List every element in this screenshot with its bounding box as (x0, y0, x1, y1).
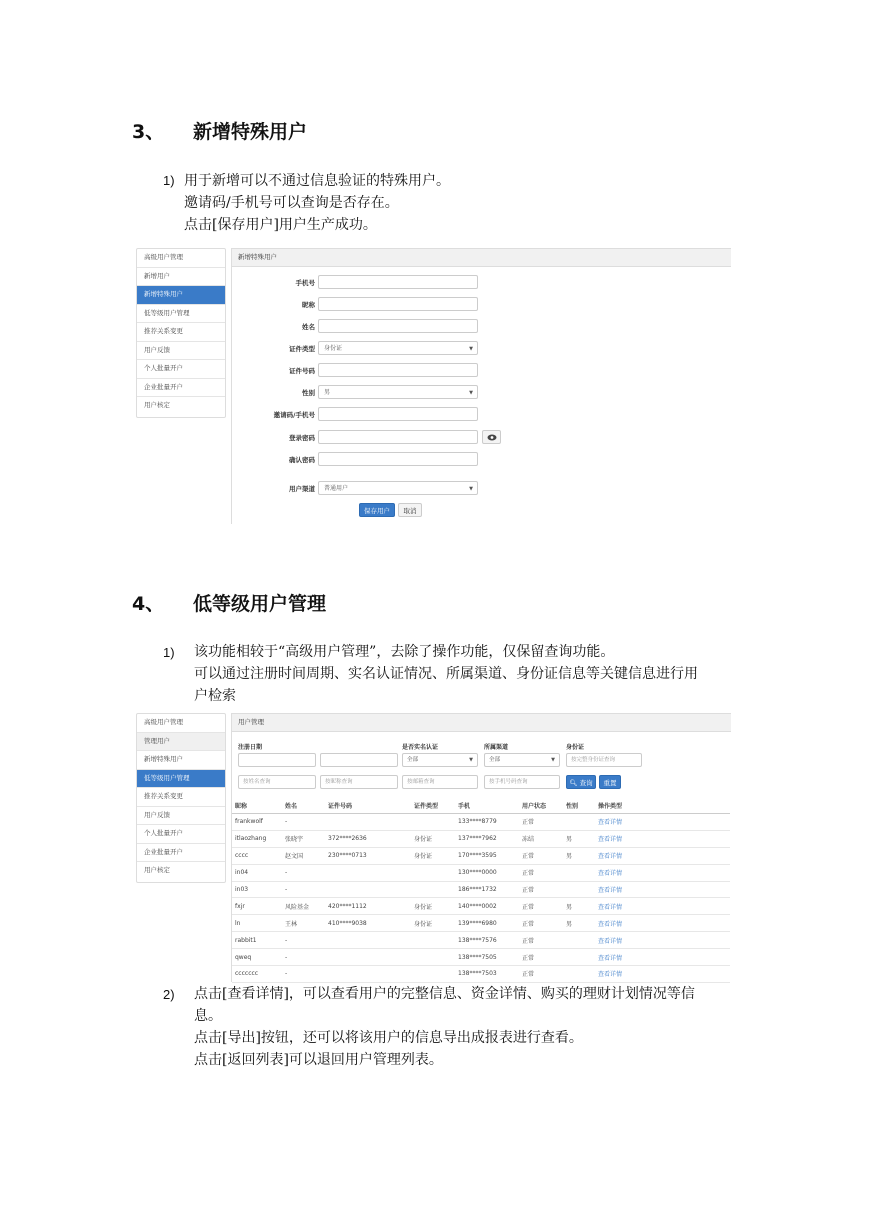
table-row (232, 847, 730, 864)
gender-label: 性别 (302, 389, 315, 397)
password-label: 登录密码 (289, 434, 315, 442)
email-search-input[interactable]: 按邮箱查询 (402, 775, 478, 789)
idtype-label: 证件类型 (289, 345, 315, 353)
paragraph-line: 点击[保存用户]用户生产成功。 (184, 217, 377, 233)
table-cell: 正常 (519, 966, 563, 983)
caret-down-icon: ▼ (469, 390, 473, 396)
paragraph-line: 户检索 (194, 688, 236, 704)
table-cell: 男 (563, 847, 595, 864)
column-header: 手机 (455, 798, 519, 814)
column-header: 昵称 (232, 798, 282, 814)
table-cell: 男 (563, 898, 595, 915)
table-row (232, 949, 730, 966)
invite-label: 邀请码/手机号 (273, 411, 315, 419)
view-details-link[interactable]: 查看详情 (595, 949, 730, 966)
caret-down-icon: ▼ (469, 486, 473, 492)
section-3-title: 新增特殊用户 (193, 121, 308, 143)
sidebar-item[interactable]: 用户反馈 (137, 807, 225, 826)
idno-label: 证件号码 (289, 367, 315, 375)
idcard-label: 身份证 (566, 744, 585, 751)
save-user-button[interactable]: 保存用户 (359, 503, 395, 517)
table-cell: 正常 (519, 814, 563, 831)
table-cell: cccc (232, 847, 282, 864)
list-panel (231, 713, 731, 982)
table-cell: frankwolf (232, 814, 282, 831)
section-4-item1-text (194, 641, 754, 707)
view-details-link[interactable]: 查看详情 (595, 932, 730, 949)
paragraph-line: 邀请码/手机号可以查询是否存在。 (184, 195, 399, 211)
table-row (232, 915, 730, 932)
panel-title: 新增特殊用户 (232, 249, 731, 267)
name-input[interactable] (318, 319, 478, 333)
table-cell: 正常 (519, 847, 563, 864)
eye-icon (487, 434, 497, 441)
realname-select[interactable] (402, 753, 478, 767)
sidebar-menu (136, 248, 226, 418)
table-cell (563, 864, 595, 881)
screenshot-add-special-user (136, 248, 732, 525)
column-header: 操作类型 (595, 798, 730, 814)
channel-value: 普通用户 (324, 485, 349, 492)
table-cell: 正常 (519, 881, 563, 898)
phone-label: 手机号 (295, 279, 315, 287)
name-search-input[interactable]: 按姓名查询 (238, 775, 316, 789)
nickname-label: 昵称 (302, 301, 315, 309)
password-input[interactable] (318, 430, 478, 444)
table-cell (411, 864, 455, 881)
table-row (232, 814, 730, 831)
sidebar-item[interactable]: 管理用户 (137, 733, 225, 752)
gender-value: 男 (324, 389, 331, 396)
realname-value: 全部 (407, 757, 419, 763)
table-cell (563, 966, 595, 983)
invite-input[interactable] (318, 407, 478, 421)
table-cell (325, 932, 411, 949)
column-header: 姓名 (282, 798, 325, 814)
paragraph-line: 该功能相较于“高级用户管理”，去除了操作功能，仅保留查询功能。 (194, 644, 615, 660)
table-cell (411, 932, 455, 949)
table-cell: 139****6980 (455, 915, 519, 932)
sidebar-item[interactable]: 企业批量开户 (137, 844, 225, 863)
table-cell: 正常 (519, 932, 563, 949)
view-details-link[interactable]: 查看详情 (595, 881, 730, 898)
table-row (232, 966, 730, 983)
table-cell: - (282, 949, 325, 966)
table-cell: 身份证 (411, 898, 455, 915)
table-cell: 138****7576 (455, 932, 519, 949)
sidebar-menu (136, 713, 226, 883)
view-details-link[interactable]: 查看详情 (595, 898, 730, 915)
table-cell (411, 966, 455, 983)
paragraph-line: 点击[查看详情]，可以查看用户的完整信息、资金详情、购买的理财计划情况等信 (194, 986, 695, 1002)
table-row (232, 898, 730, 915)
sidebar-item[interactable]: 高级用户管理 (137, 714, 225, 733)
table-cell: ln (232, 915, 282, 932)
table-cell: 170****3595 (455, 847, 519, 864)
table-row (232, 881, 730, 898)
idtype-select[interactable] (318, 341, 478, 355)
table-cell (325, 966, 411, 983)
table-cell (411, 881, 455, 898)
table-cell (563, 814, 595, 831)
paragraph-line: 息。 (194, 1008, 222, 1024)
table-cell: 正常 (519, 915, 563, 932)
table-cell: 130****0000 (455, 864, 519, 881)
table-cell: 133****8779 (455, 814, 519, 831)
sidebar-item[interactable]: 推荐关系变更 (137, 323, 225, 342)
reg-date-label: 注册日期 (238, 744, 263, 751)
channel-select[interactable] (484, 753, 560, 767)
table-cell: 男 (563, 915, 595, 932)
search-icon: 🔍︎ (569, 779, 578, 787)
table-cell: - (282, 966, 325, 983)
table-cell: 身份证 (411, 847, 455, 864)
section-4-item2-number: 2) (163, 987, 175, 1002)
caret-down-icon: ▼ (469, 346, 473, 352)
table-cell (325, 864, 411, 881)
table-cell: - (282, 864, 325, 881)
table-cell: 男 (563, 830, 595, 847)
view-details-link[interactable]: 查看详情 (595, 864, 730, 881)
nickname-search-input[interactable]: 按昵称查询 (320, 775, 398, 789)
sidebar-item[interactable]: 用户核定 (144, 866, 170, 874)
table-cell (325, 881, 411, 898)
idcard-input[interactable]: 按完整身份证查询 (566, 753, 642, 767)
view-details-link[interactable]: 查看详情 (595, 847, 730, 864)
section-3-item-text (184, 170, 450, 236)
sidebar-item[interactable]: 高级用户管理 (137, 249, 225, 268)
table-cell: - (282, 932, 325, 949)
user-table (232, 798, 730, 983)
realname-label: 是否实名认证 (402, 744, 439, 751)
channel-label: 用户渠道 (289, 485, 315, 493)
paragraph-line: 点击[返回列表]可以退回用户管理列表。 (194, 1052, 443, 1068)
gender-select[interactable] (318, 385, 478, 399)
reset-button[interactable]: 重置 (599, 775, 621, 789)
sidebar-item[interactable]: 个人批量开户 (137, 360, 225, 379)
sidebar-item[interactable]: 低等级用户管理 (137, 305, 225, 324)
table-cell: 138****7503 (455, 966, 519, 983)
sidebar-item[interactable]: 用户核定 (144, 401, 170, 409)
table-cell: 正常 (519, 898, 563, 915)
screenshot-user-management (136, 713, 732, 981)
section-4-number: 4、 (132, 593, 165, 615)
table-row (232, 830, 730, 847)
table-cell: 372****2636 (325, 830, 411, 847)
sidebar-item[interactable]: 新增用户 (137, 268, 225, 287)
table-cell: 140****0002 (455, 898, 519, 915)
table-cell (325, 949, 411, 966)
section-4-item2-text (194, 983, 754, 1071)
table-cell: 身份证 (411, 915, 455, 932)
table-cell: 410****9038 (325, 915, 411, 932)
table-cell (563, 949, 595, 966)
panel-title: 用户管理 (232, 714, 731, 732)
channel-value: 全部 (489, 757, 501, 763)
table-header-row (232, 798, 730, 814)
table-cell: in03 (232, 881, 282, 898)
channel-select[interactable] (318, 481, 478, 495)
column-header: 性别 (563, 798, 595, 814)
reg-date-start-input[interactable] (238, 753, 316, 767)
sidebar-item[interactable]: 个人批量开户 (137, 825, 225, 844)
table-cell: 王林 (282, 915, 325, 932)
sidebar-item[interactable]: 企业批量开户 (137, 379, 225, 398)
channel-label: 所属渠道 (484, 744, 509, 751)
table-cell: 138****7505 (455, 949, 519, 966)
table-cell: - (282, 881, 325, 898)
table-cell (411, 814, 455, 831)
caret-down-icon: ▼ (551, 757, 555, 763)
paragraph-line: 可以通过注册时间周期、实名认证情况、所属渠道、身份证信息等关键信息进行用 (194, 666, 698, 682)
table-cell: 身份证 (411, 830, 455, 847)
table-cell: 赵文国 (282, 847, 325, 864)
section-4-item1-number: 1) (163, 645, 175, 660)
nickname-input[interactable] (318, 297, 478, 311)
column-header: 证件号码 (325, 798, 411, 814)
idno-input[interactable] (318, 363, 478, 377)
table-cell: 风险基金 (282, 898, 325, 915)
table-cell: rabbit1 (232, 932, 282, 949)
table-cell: fxjr (232, 898, 282, 915)
phone-input[interactable] (318, 275, 478, 289)
name-label: 姓名 (302, 323, 315, 331)
confirm-input[interactable] (318, 452, 478, 466)
table-cell: 137****7962 (455, 830, 519, 847)
section-4-title: 低等级用户管理 (193, 593, 327, 615)
section-3-number: 3、 (132, 121, 165, 143)
paragraph-line: 用于新增可以不通过信息验证的特殊用户。 (184, 173, 450, 189)
table-cell: 张晓宇 (282, 830, 325, 847)
table-cell: 186****1732 (455, 881, 519, 898)
confirm-label: 确认密码 (289, 456, 315, 464)
view-details-link[interactable]: 查看详情 (595, 915, 730, 932)
table-row (232, 932, 730, 949)
sidebar-item[interactable]: 用户反馈 (137, 342, 225, 361)
table-cell: 230****0713 (325, 847, 411, 864)
table-cell: 正常 (519, 949, 563, 966)
form-panel (231, 248, 731, 524)
sidebar-item-active[interactable]: 低等级用户管理 (137, 770, 225, 789)
table-cell (563, 881, 595, 898)
sidebar-item[interactable]: 新增特殊用户 (137, 751, 225, 770)
table-cell: itlaozhang (232, 830, 282, 847)
idtype-value: 身份证 (324, 345, 343, 352)
paragraph-line: 点击[导出]按钮，还可以将该用户的信息导出成报表进行查看。 (194, 1030, 583, 1046)
table-cell (411, 949, 455, 966)
phone-search-input[interactable]: 按手机号码查询 (484, 775, 560, 789)
view-details-link[interactable]: 查看详情 (595, 830, 730, 847)
view-details-link[interactable]: 查看详情 (595, 966, 730, 983)
reg-date-end-input[interactable] (320, 753, 398, 767)
search-button[interactable] (566, 775, 596, 789)
table-cell: qweq (232, 949, 282, 966)
section-3-item-number: 1) (163, 173, 175, 188)
search-button-label: 查询 (579, 779, 593, 787)
column-header: 用户状态 (519, 798, 563, 814)
table-cell: ccccccc (232, 966, 282, 983)
view-details-link[interactable]: 查看详情 (595, 814, 730, 831)
table-cell (563, 932, 595, 949)
table-row (232, 864, 730, 881)
table-cell: in04 (232, 864, 282, 881)
sidebar-item[interactable]: 推荐关系变更 (137, 788, 225, 807)
cancel-button[interactable]: 取消 (398, 503, 422, 517)
table-cell (325, 814, 411, 831)
sidebar-item-active[interactable]: 新增特殊用户 (137, 286, 225, 305)
table-cell: 冻结 (519, 830, 563, 847)
table-cell: 420****1112 (325, 898, 411, 915)
column-header: 证件类型 (411, 798, 455, 814)
table-cell: 正常 (519, 864, 563, 881)
caret-down-icon: ▼ (469, 757, 473, 763)
show-password-button[interactable] (482, 430, 501, 444)
table-cell: - (282, 814, 325, 831)
